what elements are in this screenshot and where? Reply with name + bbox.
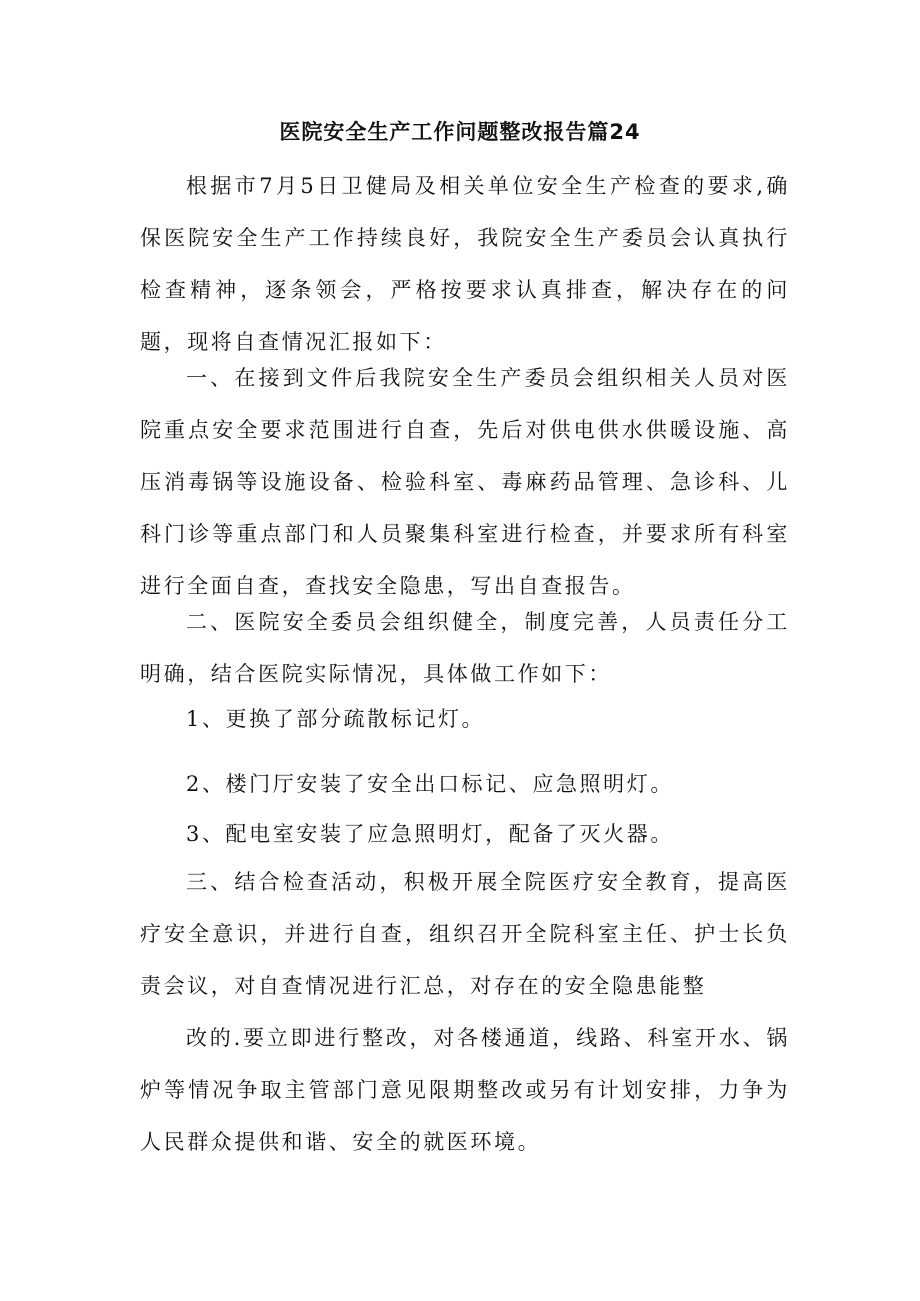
document-title: 医院安全生产工作问题整改报告篇24: [279, 120, 641, 144]
list-item-2: 2、楼门厅安装了安全出口标记、应急照明灯。: [186, 772, 674, 796]
list-item-3: 3、配电室安装了应急照明灯，配备了灭火器。: [186, 822, 674, 846]
paragraph-section-one: 一、在接到文件后我院安全生产委员会组织相关人员对医院重点安全要求范围进行自查，先后对供电供水供暖设施、高压消毒锅等设施设备、检验科室、毒麻药品管理、急诊科、儿科门诊等重点部门和人员聚集科室进行检查，并要求所有科室进行全面自查，查找安全隐患，写出自查报告。: [140, 366, 790, 598]
paragraph-continuation: 改的.要立即进行整改，对各楼通道，线路、科室开水、锅炉等情况争取主管部门意见限期整改或另有计划安排，力争为人民群众提供和谐、安全的就医环境。: [140, 1026, 790, 1154]
list-item-1: 1、更换了部分疏散标记灯。: [186, 707, 486, 731]
paragraph-section-two: 二、医院安全委员会组织健全，制度完善，人员责任分工明确，结合医院实际情况，具体做工作如下：: [140, 610, 790, 686]
paragraph-section-three: 三、结合检查活动，积极开展全院医疗安全教育，提高医疗安全意识，并进行自查，组织召开全院科室主任、护士长负责会议，对自查情况进行汇总，对存在的安全隐患能整: [140, 870, 790, 998]
paragraph-intro: 根据市7月5日卫健局及相关单位安全生产检查的要求,确保医院安全生产工作持续良好，我院安全生产委员会认真执行检查精神，逐条领会，严格按要求认真排查，解决存在的问题，现将自查情况汇报如下：: [140, 174, 790, 354]
